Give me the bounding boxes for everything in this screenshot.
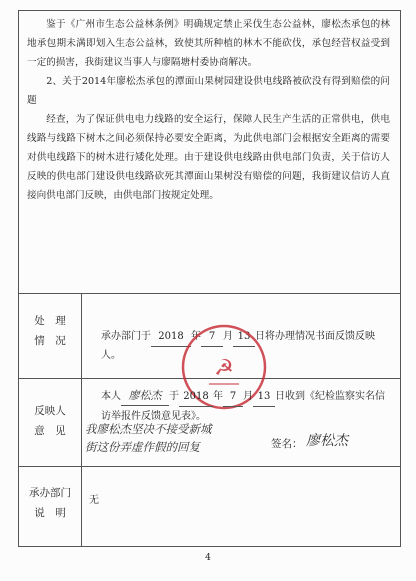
department-label: 承办部门 说 明 <box>29 487 71 519</box>
paragraph-1: 鉴于《广州市生态公益林条例》明确规定禁止采伐生态公益林，廖松杰承包的林地承包期未满即划入生态公益林，致使其所种植的林木不能砍伐，承包经营权益受到一定的损害，我街建议当事人与廖隔塘村委协商解决。 <box>27 19 390 68</box>
department-text: 无 <box>89 495 99 506</box>
divider-department <box>19 466 400 467</box>
form-table <box>18 10 401 547</box>
signature: 廖松杰 <box>306 433 348 449</box>
handling-month: 7 <box>201 328 223 347</box>
page-number: 4 <box>205 553 211 563</box>
paragraph-2: 经查，为了保证供电电力线路的安全运行，保障人民生产生活的正常供电，供电线路与线路下树木之间必须保持必要安全距离，为此供电部门会根据安全距离的需要对供电线路下的树木进行矮化处理。由于建设供电线路由供电部门负责，关于信访人反映的供电部门建设供电线路砍死其潭面山果树没有赔偿的问题，我街建议信访人直接向供电部门反映，由供电部门按规定处理。 <box>27 114 390 201</box>
feedback-year: 2018 <box>179 387 213 407</box>
divider-handling <box>19 293 400 294</box>
label-column-divider <box>81 293 82 546</box>
heading-2: 2、关于2014年廖松杰承包的潭面山果树园建设供电线路被砍没有得到赔偿的问题 <box>27 76 390 106</box>
feedback-day: 13 <box>253 387 275 407</box>
feedback-person-name: 廖松杰 <box>121 386 169 406</box>
handling-year: 2018 <box>151 328 191 347</box>
feedback-label: 反映人 意 见 <box>34 405 66 437</box>
feedback-month: 7 <box>223 387 243 407</box>
signature-label: 签名： <box>271 438 303 450</box>
svg-text:☭: ☭ <box>214 356 234 381</box>
handwritten-opinion-line-2: 街这份弄虚作假的回复 <box>85 440 200 454</box>
handwritten-opinion-line-1: 我廖松杰坚决不接受新城 <box>85 422 212 436</box>
feedback-text: 本人 廖松杰 于 2018 年 7 月 13 日收到《纪检监察实名信访举报件反馈意见表》。 <box>101 386 390 426</box>
handling-label: 处 理 情 况 <box>34 315 66 347</box>
handling-text: 承办部门于 2018 年 7 月 13 日将办理情况书面反馈反映人。 <box>101 328 390 365</box>
handling-day: 13 <box>233 328 255 347</box>
top-section <box>27 15 390 205</box>
